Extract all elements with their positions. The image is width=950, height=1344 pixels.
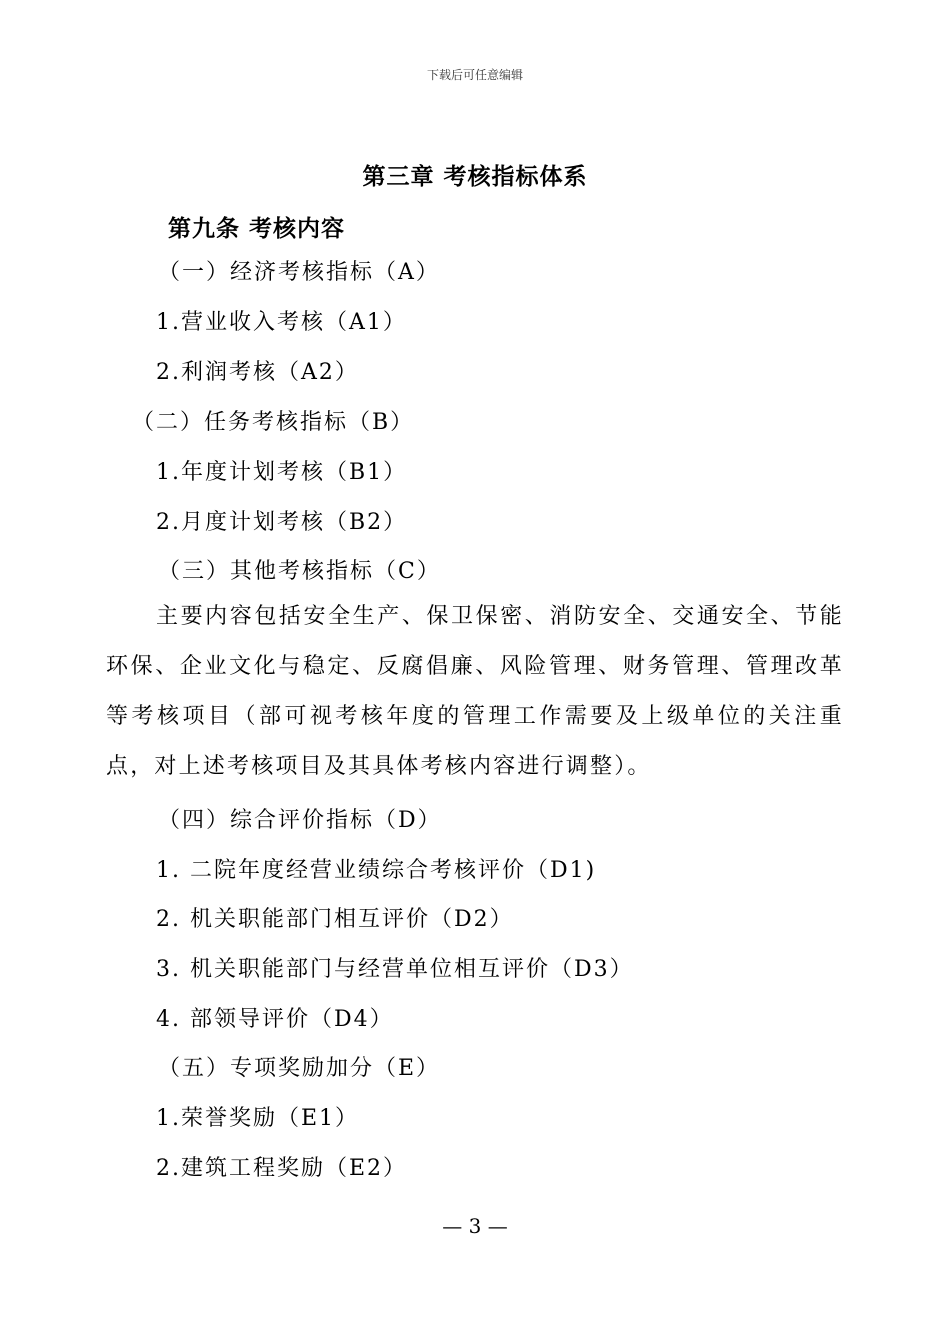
article-title: 第九条 考核内容: [168, 216, 346, 242]
item-d4: 4. 部领导评价（D4）: [156, 1007, 394, 1032]
item-e1: 1.荣誉奖励（E1）: [156, 1106, 360, 1131]
section-a-heading: （一）经济考核指标（A）: [158, 260, 440, 285]
item-d2: 2. 机关职能部门相互评价（D2）: [156, 907, 514, 932]
header-note: 下载后可任意编辑: [426, 68, 523, 82]
section-b-heading: （二）任务考核指标（B）: [132, 410, 415, 435]
item-a1: 1.营业收入考核（A1）: [156, 310, 407, 335]
section-e-heading: （五）专项奖励加分（E）: [158, 1056, 441, 1081]
section-d-heading: （四）综合评价指标（D）: [158, 808, 442, 833]
item-d1: 1. 二院年度经营业绩综合考核评价（D1): [156, 858, 597, 883]
item-e2: 2.建筑工程奖励（E2）: [156, 1156, 408, 1181]
chapter-title: 第三章 考核指标体系: [362, 164, 588, 190]
item-b2: 2.月度计划考核（B2）: [156, 510, 408, 535]
item-a2: 2.利润考核（A2）: [156, 360, 359, 385]
section-c-heading: （三）其他考核指标（C）: [158, 559, 441, 584]
item-d3: 3. 机关职能部门与经营单位相互评价（D3）: [156, 957, 634, 982]
item-b1: 1.年度计划考核（B1）: [156, 460, 408, 485]
section-c-paragraph: 主要内容包括安全生产、保卫保密、消防安全、交通安全、节能环保、企业文化与稳定、反腐倡廉、风险管理、财务管理、管理改革等考核项目（部可视考核年度的管理工作需要及上级单位的关注重点，对上述考核项目及其具体考核内容进行调整）。: [106, 604, 844, 779]
page-number: — 3 —: [442, 1214, 508, 1238]
